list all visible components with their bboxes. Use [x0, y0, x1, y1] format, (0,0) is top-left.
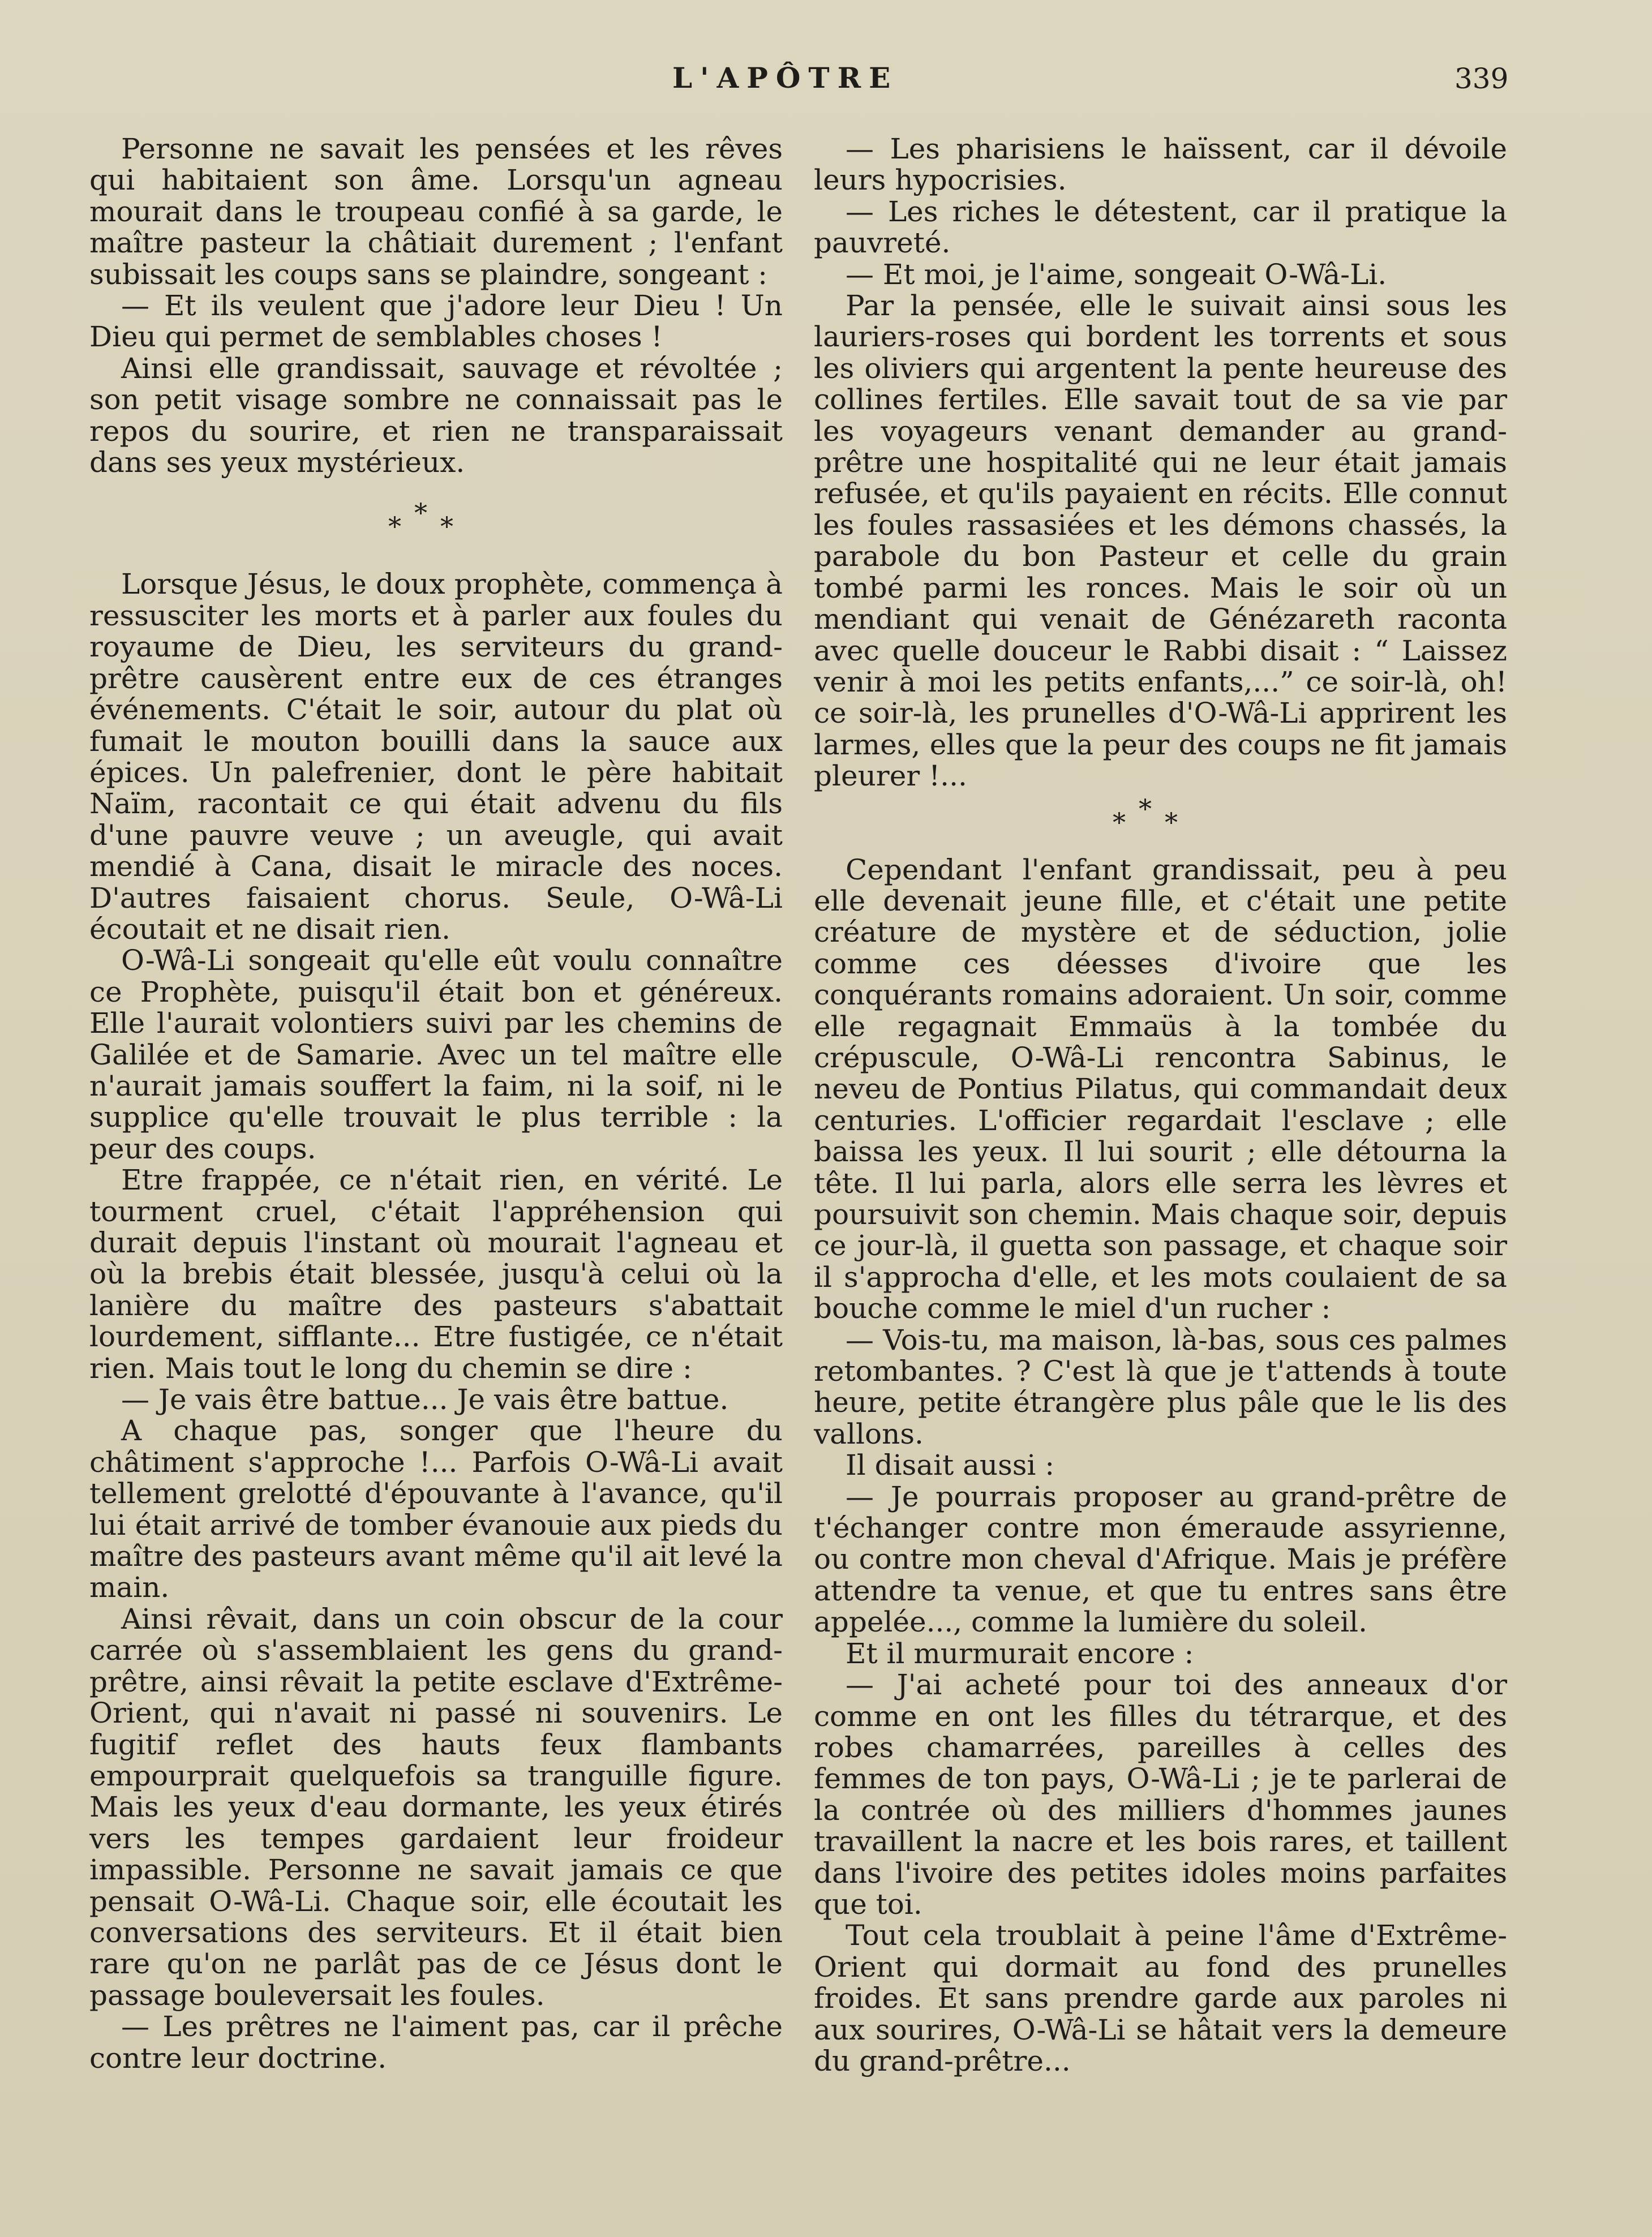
- page-title: L'APÔTRE: [672, 61, 899, 95]
- paragraph: A chaque pas, songer que l'heure du châtiment s'approche !... Parfois O-Wâ-Li avait tellement grelotté d'épouvante à l'avance, qu'il lui était arrivé de tomber évanouie aux pieds du maître des pasteurs avant même qu'il ait levé la main.: [89, 1414, 783, 1604]
- paragraph: Il disait aussi :: [846, 1449, 1055, 1482]
- paragraph: — Je vais être battue... Je vais être battue.: [121, 1383, 729, 1416]
- separator-asterisk: *: [1139, 793, 1152, 824]
- separator-asterisk: *: [388, 511, 401, 542]
- left-column: [89, 134, 783, 2074]
- paragraph: Par la pensée, elle le suivait ainsi sous les lauriers-roses qui bordent les torrents et sous les oliviers qui argentent la pente heureuse des collines fertiles. Elle savait tout de sa vie par les voyageurs venant demander au grand-prêtre une hospitalité qui ne leur était jamais refusée, et qu'ils payaient en récits. Elle connut les foules rassasiées et les démons chassés, la parabole du bon Pasteur et celle du grain tombé parmi les ronces. Mais le soir où un mendiant qui venait de Génézareth raconta avec quelle douceur le Rabbi disait : “ Laissez venir à moi les petits enfants,...” ce soir-là, oh! ce soir-là, les prunelles d'O-Wâ-Li apprirent les larmes, elles que la peur des coups ne fit jamais pleurer !...: [814, 289, 1507, 793]
- paragraph: — Les prêtres ne l'aiment pas, car il prêche contre leur doctrine.: [89, 2010, 783, 2075]
- right-column: [814, 134, 1507, 2077]
- paragraph: Ainsi elle grandissait, sauvage et révoltée ; son petit visage sombre ne connaissait pas le repos du sourire, et rien ne transparaissait dans ses yeux mystérieux.: [89, 351, 783, 479]
- paragraph: Personne ne savait les pensées et les rêves qui habitaient son âme. Lorsqu'un agneau mourait dans le troupeau confié à sa garde, le maître pasteur la châtiait durement ; l'enfant subissait les coups sans se plaindre, songeant :: [89, 132, 783, 291]
- separator-asterisk: *: [1165, 806, 1178, 838]
- separator-asterisk: *: [414, 497, 427, 529]
- paragraph: Et il murmurait encore :: [846, 1637, 1194, 1670]
- separator-asterisk: *: [1113, 806, 1126, 838]
- paragraph: Cependant l'enfant grandissait, peu à peu elle devenait jeune fille, et c'était une petite créature de mystère et de séduction, jolie comme ces déesses d'ivoire que les conquérants romains adoraient. Un soir, comme elle regagnait Emmaüs à la tombée du crépuscule, O-Wâ-Li rencontra Sabinus, le neveu de Pontius Pilatus, qui commandait deux centuries. L'officier regardait l'esclave ; elle baissa les yeux. Il lui sourit ; elle détourna la tête. Il lui parla, alors elle serra les lèvres et poursuivit son chemin. Mais chaque soir, depuis ce jour-là, il guetta son passage, et chaque soir il s'approcha d'elle, et les mots coulaient de sa bouche comme le miel d'un rucher :: [814, 853, 1507, 1325]
- page-number: 339: [1454, 62, 1509, 95]
- paragraph: — Les riches le détestent, car il pratique la pauvreté.: [814, 195, 1507, 260]
- paragraph: Ainsi rêvait, dans un coin obscur de la cour carrée où s'assemblaient les gens du grand-prêtre, ainsi rêvait la petite esclave d'Extrême-Orient, qui n'avait ni passé ni souvenirs. Le fugitif reflet des hauts feux flambants empourprait quelquefois sa tranguille figure. Mais les yeux d'eau dormante, les yeux étirés vers les tempes gardaient leur froideur impassible. Personne ne savait jamais ce que pensait O-Wâ-Li. Chaque soir, elle écoutait les conversations des serviteurs. Et il était bien rare qu'on ne parlât pas de ce Jésus dont le passage bouleversait les foules.: [89, 1602, 783, 2012]
- running-head: [0, 61, 1652, 101]
- paragraph: — Et ils veulent que j'adore leur Dieu ! Un Dieu qui permet de semblables choses !: [89, 289, 783, 354]
- section-separator: [814, 792, 1507, 855]
- paragraph: — Les pharisiens le haïssent, car il dévoile leurs hypocrisies.: [814, 132, 1507, 197]
- paragraph: Tout cela troublait à peine l'âme d'Extrême-Orient qui dormait au fond des prunelles froides. Et sans prendre garde aux paroles ni aux sourires, O-Wâ-Li se hâtait vers la demeure du grand-prêtre...: [814, 1919, 1507, 2077]
- section-separator: [89, 478, 783, 569]
- paragraph: — Et moi, je l'aime, songeait O-Wâ-Li.: [846, 257, 1387, 291]
- paragraph: — Je pourrais proposer au grand-prêtre de t'échanger contre mon émeraude assyrienne, ou contre mon cheval d'Afrique. Mais je préfère attendre ta venue, et que tu entres sans être appelée..., comme la lumière du soleil.: [814, 1480, 1507, 1639]
- paragraph: — J'ai acheté pour toi des anneaux d'or comme en ont les filles du tétrarque, et des robes chamarrées, pareilles à celles des femmes de ton pays, O-Wâ-Li ; je te parlerai de la contrée où des milliers d'hommes jaunes travaillent la nacre et les bois rares, et taillent dans l'ivoire des petites idoles moins parfaites que toi.: [814, 1668, 1507, 1921]
- paragraph: Lorsque Jésus, le doux prophète, commença à ressusciter les morts et à parler aux foules du royaume de Dieu, les serviteurs du grand-prêtre causèrent entre eux de ces étranges événements. C'était le soir, autour du plat où fumait le mouton bouilli dans la sauce aux épices. Un palefrenier, dont le père habitait Naïm, racontait ce qui était advenu du fils d'une pauvre veuve ; un aveugle, qui avait mendié à Cana, disait le miracle des noces. D'autres faisaient chorus. Seule, O-Wâ-Li écoutait et ne disait rien.: [89, 568, 783, 946]
- paragraph: — Vois-tu, ma maison, là-bas, sous ces palmes retombantes. ? C'est là que je t'attends à toute heure, petite étrangère plus pâle que le lis des vallons.: [814, 1323, 1507, 1450]
- separator-asterisk: *: [440, 511, 453, 542]
- paragraph: O-Wâ-Li songeait qu'elle eût voulu connaître ce Prophète, puisqu'il était bon et généreux. Elle l'aurait volontiers suivi par les chemins de Galilée et de Samarie. Avec un tel maître elle n'aurait jamais souffert la faim, ni la soif, ni le supplice qu'elle trouvait le plus terrible : la peur des coups.: [89, 944, 783, 1165]
- paragraph: Etre frappée, ce n'était rien, en vérité. Le tourment cruel, c'était l'appréhension qui durait depuis l'instant où mourait l'agneau et où la brebis était blessée, jusqu'à celui où la lanière du maître des pasteurs s'abattait lourdement, sifflante... Etre fustigée, ce n'était rien. Mais tout le long du chemin se dire :: [89, 1163, 783, 1385]
